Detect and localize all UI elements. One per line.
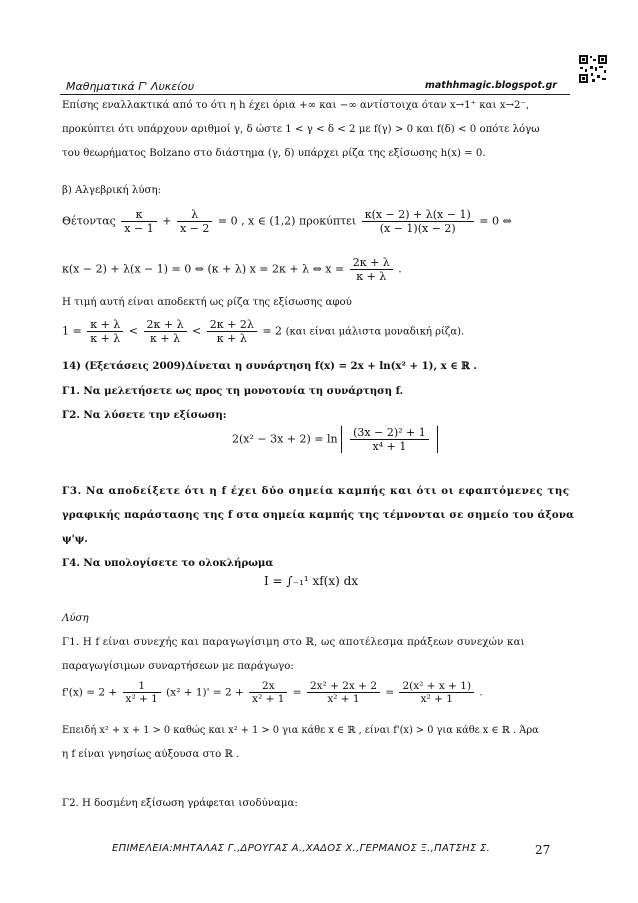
- fraction-d4: $\frac{\text{2(x² + x + 1)}}{\text{x² + 1}}$: [399, 680, 474, 705]
- fraction-l: $\frac{\lambda}{x - 2}$: [177, 208, 212, 235]
- qr-code-icon: [578, 54, 608, 84]
- header-blog-url: mathhmagic.blogspot.gr: [425, 80, 557, 91]
- exercise-14-title: 14) (Εξετάσεις 2009)Δίνεται η συνάρτηση f(x) = 2x + ln(x² + 1), x ∈ ℝ .: [62, 360, 477, 372]
- solution-g2-intro: Γ2. Η δοσμένη εξίσωση γράφεται ισοδύναμα:: [62, 798, 298, 809]
- fraction-combined: $\frac{\kappa(x - 2) + \lambda(x - 1)}{(x - 1)(x - 2)}$: [362, 208, 474, 235]
- solution-since-line1: Επειδή x² + x + 1 > 0 καθώς και x² + 1 > 0 για κάθε x ∈ ℝ , είναι f'(x) > 0 για κάθε x ∈ ℝ . Άρα: [62, 725, 539, 736]
- fraction-ineq-2: $\frac{2\kappa + \lambda}{\kappa + \lambda}$: [144, 318, 187, 345]
- question-g3-line3: ψ'ψ.: [62, 533, 88, 545]
- header-title: Μαθηματικά Γ' Λυκείου: [66, 80, 195, 93]
- eq-chain: κ(x − 2) + λ(x − 1) = 0 ⇔ (κ + λ) x = 2κ + λ ⇔ x =: [62, 262, 345, 276]
- inequality-chain: 1 = $\frac{\kappa + \lambda}{\kappa + \lambda}$ < $\frac{2\kappa + \lambda}{\kappa + \lambda}$ < $\frac{2\kappa + 2\lambda}{\kappa + \lambda}$ = 2 (και είναι μάλιστα μοναδική ρίζα).: [62, 318, 465, 345]
- question-g3-line2: γραφικής παράστασης της f στα σημεία καμπής της τέμνονται σε σημείο του άξονα: [62, 509, 575, 521]
- header-divider: [60, 94, 570, 95]
- combined-tail: = 0 ⇔: [479, 214, 512, 228]
- solution-since-line2: η f είναι γνησίως αύξουσα στο ℝ .: [62, 749, 240, 760]
- section-algebraic-solution: β) Αλγεβρική λύση:: [62, 185, 162, 196]
- eq2-left: 2(x² − 3x + 2) = ln: [232, 432, 338, 446]
- page-number: 27: [535, 843, 551, 857]
- text-line-alt-limits: Επίσης εναλλακτικά από το ότι η h έχει όρια +∞ και −∞ αντίστοιχα όταν x→1⁺ και x→2⁻,: [62, 100, 530, 111]
- text-line-gamma-delta: προκύπτει ότι υπάρχουν αριθμοί γ, δ ώστε 1 < γ < δ < 2 με f(γ) > 0 και f(δ) < 0 οπότε λόγω: [62, 124, 540, 135]
- equation-derivative: f'(x) = 2 + $\frac{1}{\text{x² + 1}}$ (x² + 1)' = 2 + $\frac{2x}{\text{x² + 1}}$ = $\frac{\text{2x² + 2x + 2}}{\text{x² + 1}}$ = $\frac{\text{2(x² + x + 1)}}{\text{x² + 1}}$ .: [62, 680, 483, 705]
- equation-setting: Θέτοντας $\frac{\kappa}{x - 1}$ + $\frac{\lambda}{x - 2}$ = 0 , x ∈ (1,2) προκύπτει $\frac{\kappa(x - 2) + \lambda(x - 1)}{(x - 1)(x - 2)}$ = 0 ⇔: [62, 208, 512, 235]
- question-g2: Γ2. Να λύσετε την εξίσωση:: [62, 409, 227, 421]
- setting-prefix: Θέτοντας: [62, 214, 116, 228]
- fraction-d3: $\frac{\text{2x² + 2x + 2}}{\text{x² + 1}}$: [307, 680, 380, 705]
- setting-mid: = 0 , x ∈ (1,2) προκύπτει: [217, 214, 357, 228]
- fraction-ineq-1: $\frac{\kappa + \lambda}{\kappa + \lambda}$: [87, 318, 123, 345]
- fraction-d1: $\frac{1}{\text{x² + 1}}$: [123, 680, 161, 705]
- fraction-k: $\frac{\kappa}{x - 1}$: [121, 208, 156, 235]
- fraction-ineq-3: $\frac{2\kappa + 2\lambda}{\kappa + \lambda}$: [207, 318, 257, 345]
- solution-label: Λύση: [62, 613, 89, 624]
- question-g3-line1: Γ3. Να αποδείξετε ότι η f έχει δύο σημεία καμπής και ότι οι εφαπτόμενες της: [62, 485, 570, 497]
- equation-g2: [232, 426, 438, 453]
- deriv-mid: (x² + 1)' = 2 +: [166, 686, 244, 699]
- deriv-prefix: f'(x) = 2 +: [62, 686, 118, 699]
- ineq-one: 1 =: [62, 324, 82, 338]
- text-root-acceptable: Η τιμή αυτή είναι αποδεκτή ως ρίζα της εξίσωσης αφού: [62, 297, 352, 308]
- fraction-d2: $\frac{2x}{\text{x² + 1}}$: [249, 680, 287, 705]
- solution-g1-line2: παραγωγίσιμων συναρτήσεων με παράγωγο:: [62, 661, 294, 672]
- equation-solve-x: κ(x − 2) + λ(x − 1) = 0 ⇔ (κ + λ) x = 2κ + λ ⇔ x = $\frac{2\kappa + \lambda}{\kappa + \lambda}$ .: [62, 256, 402, 283]
- solution-g1-line1: Γ1. Η f είναι συνεχής και παραγωγίσιμη στο ℝ, ως αποτέλεσμα πράξεων συνεχών και: [62, 637, 525, 648]
- question-g4: Γ4. Να υπολογίσετε το ολοκλήρωμα: [62, 557, 274, 569]
- integral-expression: I = ∫₋₁¹ xf(x) dx: [264, 574, 359, 588]
- fraction-ln-arg: $\frac{\text{(3x − 2)² + 1}}{\text{x⁴ + 1}}$: [350, 426, 429, 453]
- text-line-bolzano: του θεωρήματος Bolzano στο διάστημα (γ, δ) υπάρχει ρίζα της εξίσωσης h(x) = 0.: [62, 148, 486, 159]
- ln-bracket: [341, 426, 438, 453]
- question-g1: Γ1. Να μελετήσετε ως προς τη μονοτονία τη συνάρτηση f.: [62, 385, 404, 397]
- ineq-tail: = 2: [262, 324, 283, 338]
- footer-authors: ΕΠΙΜΕΛΕΙΑ:ΜΗΤΑΛΑΣ Γ.,ΔΡΟΥΓΑΣ Α.,ΧΑΔΟΣ Χ.,ΓΕΡΜΑΝΟΣ Ξ.,ΠΑΤΣΗΣ Σ.: [112, 843, 491, 854]
- fraction-x-root: $\frac{2\kappa + \lambda}{\kappa + \lambda}$: [350, 256, 393, 283]
- ineq-note: (και είναι μάλιστα μοναδική ρίζα).: [285, 326, 465, 338]
